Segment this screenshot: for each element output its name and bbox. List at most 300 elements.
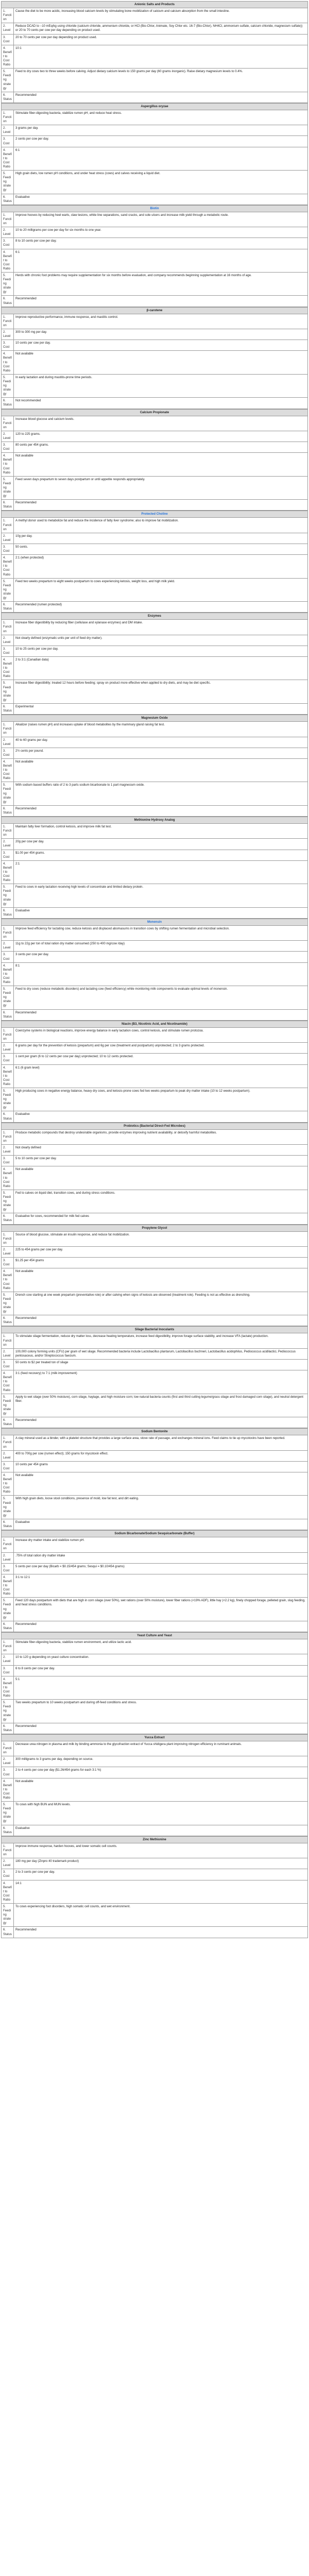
table-row	[2, 782, 308, 805]
table-row	[2, 925, 308, 940]
table-row	[2, 314, 308, 329]
row-label: 4. Benefit to Cost Ratio	[2, 453, 14, 476]
row-value: Recommended	[14, 1723, 308, 1734]
table-row	[2, 1370, 308, 1394]
row-label: 5. Feeding strategy	[2, 782, 14, 805]
row-label: 3. Cost	[2, 1563, 14, 1574]
section-title: Sodium Bicarbonate/Sodium Sesquicarbonate (Buffer)	[2, 1531, 308, 1537]
row-value: High grain diets, low rumen pH conditions, and under heat stress (cows) and calves receiving a liquid diet.	[14, 171, 308, 194]
section-header-row	[2, 1225, 308, 1231]
section-table-enzymes	[1, 613, 308, 715]
row-value: With high grain diets, loose stool conditions, presence of mold, low fat test, and dirt eating.	[14, 1496, 308, 1519]
row-value: 8:1	[14, 962, 308, 986]
table-row	[2, 1246, 308, 1257]
row-value: Feed two weeks prepartum to eight weeks postpartum to cows experiencing ketosis, weight loss, and high milk yield.	[14, 578, 308, 601]
table-row	[2, 416, 308, 431]
row-label: 4. Benefit to Cost Ratio	[2, 1370, 14, 1394]
table-row	[2, 1359, 308, 1370]
row-label: 3. Cost	[2, 1869, 14, 1880]
table-row	[2, 147, 308, 170]
table-row	[2, 340, 308, 351]
table-row	[2, 1654, 308, 1665]
row-value: 10 to 20 milligrams per cow per day for six months to one year.	[14, 227, 308, 238]
row-value: Evaluative	[14, 1825, 308, 1836]
section-title: Yeast Culture and Yeast	[2, 1633, 308, 1639]
row-value: 5:1	[14, 1676, 308, 1699]
row-value: $1.25 per 454 grams	[14, 1258, 308, 1268]
table-row	[2, 1552, 308, 1563]
row-label: 2. Level	[2, 1756, 14, 1767]
row-label: 5. Feeding strategy	[2, 1598, 14, 1621]
table-row	[2, 646, 308, 656]
table-row	[2, 69, 308, 92]
table-row	[2, 1156, 308, 1166]
table-row	[2, 703, 308, 714]
table-row	[2, 578, 308, 601]
row-value: 6 to 8 cents per cow per day.	[14, 1665, 308, 1676]
section-table-carotene	[1, 307, 308, 409]
row-label: 2. Level	[2, 533, 14, 544]
section-table-methionine-hydroxy-analog	[1, 817, 308, 919]
row-label: 2. Level	[2, 23, 14, 34]
row-label: 6. Status	[2, 602, 14, 613]
row-value: Feed 120 days postpartum with diets that are high in corn silage (over 50%), wet rations (over 50% moisture), lower fiber rations (<19% ADF), little hay (<2.2 kg), finely chopped forage, pelleted grain, slug feeding, and heat stress conditions.	[14, 1598, 308, 1621]
table-row	[2, 1088, 308, 1111]
row-value: Not clearly defined	[14, 1145, 308, 1156]
row-value: 2:1	[14, 860, 308, 884]
row-value: Recommended	[14, 805, 308, 816]
table-row	[2, 824, 308, 839]
table-row	[2, 171, 308, 194]
row-value: Improve feed efficiency for lactating cow, reduce ketosis and displaced abomasums in transition cows by shifting rumen fermentation and microbial selection.	[14, 925, 308, 940]
table-row	[2, 850, 308, 860]
row-label: 3. Cost	[2, 442, 14, 453]
section-header-row	[2, 1123, 308, 1129]
section-title: Silage Bacterial Inoculants	[2, 1327, 308, 1333]
row-label: 2. Level	[2, 737, 14, 748]
table-row	[2, 1519, 308, 1530]
table-row	[2, 748, 308, 758]
section-title: Aspergillus oryzae	[2, 103, 308, 110]
row-value: 11g to 22g per ton of total ration dry matter consumed (250 to 400 mg/cow /day)	[14, 941, 308, 952]
row-label: 2. Level	[2, 635, 14, 646]
table-row	[2, 1315, 308, 1326]
table-row	[2, 722, 308, 737]
row-label: 4. Benefit to Cost Ratio	[2, 351, 14, 374]
row-label: 2. Level	[2, 1450, 14, 1461]
row-label: 4. Benefit to Cost Ratio	[2, 1268, 14, 1292]
row-value: 20 to 70 cents per cow per day depending on product used.	[14, 34, 308, 45]
table-row	[2, 1756, 308, 1767]
table-row	[2, 136, 308, 147]
row-label: 2. Level	[2, 941, 14, 952]
row-value: Not available	[14, 758, 308, 782]
row-label: 3. Cost	[2, 1767, 14, 1778]
table-row	[2, 1348, 308, 1359]
row-label: 1. Function	[2, 212, 14, 227]
row-label: 5. Feeding strategy	[2, 680, 14, 703]
row-value: 50 cents.	[14, 544, 308, 554]
row-value: Evaluative	[14, 1519, 308, 1530]
row-label: 4. Benefit to Cost Ratio	[2, 555, 14, 578]
row-label: 3. Cost	[2, 1156, 14, 1166]
row-label: 6. Status	[2, 1417, 14, 1428]
table-row	[2, 1496, 308, 1519]
row-label: 1. Function	[2, 416, 14, 431]
table-row	[2, 1563, 308, 1574]
table-row	[2, 1537, 308, 1552]
row-label: 3. Cost	[2, 1359, 14, 1370]
table-row	[2, 374, 308, 397]
row-value: Cause the diet to be more acidic, increasing blood calcium levels by stimulating bone mobilization of calcium and calcium absorption from the small intestine.	[14, 8, 308, 23]
row-value: Evaluative	[14, 1111, 308, 1122]
row-label: 3. Cost	[2, 952, 14, 962]
section-table-monensin	[1, 919, 308, 1021]
row-label: 3. Cost	[2, 646, 14, 656]
row-label: 4. Benefit to Cost Ratio	[2, 147, 14, 170]
row-value: 3:1 to 12:1	[14, 1574, 308, 1597]
row-value: Not clearly defined (enzymatic units per unit of feed dry matter).	[14, 635, 308, 646]
row-label: 4. Benefit to Cost Ratio	[2, 1778, 14, 1801]
table-row	[2, 737, 308, 748]
section-table-anionic-salts-and-products	[1, 1, 308, 103]
row-value: Coenzyme systems in biological reactions, improve energy balance in early lactation cows, control ketosis, and stimulate rumen protozoa.	[14, 1027, 308, 1042]
row-value: Recommended	[14, 1417, 308, 1428]
table-row	[2, 272, 308, 295]
section-header-row	[2, 511, 308, 518]
table-row	[2, 1574, 308, 1597]
row-label: 2. Level	[2, 1552, 14, 1563]
row-value: .75% of total ration dry matter intake	[14, 1552, 308, 1563]
section-header-row	[2, 1021, 308, 1027]
row-value: Reduce DCAD to −10 mEq/kg using chloride (calcium chloride, ammonium chloride, or HCl (Bio-Chlor, Animate, Soy Chlor etc. 16-7 (Bio-Chlor), NH4Cl, ammonium sulfate, calcium chloride, magnesium sulfate)) or 20 to 70 cents per cow per day depending on product used.	[14, 23, 308, 34]
row-value: To cows with high BUN and MUN levels.	[14, 1802, 308, 1825]
row-value: In early lactation and during mastitis-prone time periods.	[14, 374, 308, 397]
row-value: A methyl donor used to metabolize fat and reduce the incidence of fatty liver syndrome; also to improve fat mobilization.	[14, 518, 308, 533]
table-row	[2, 45, 308, 68]
table-row	[2, 907, 308, 918]
section-table-zinc-methionine	[1, 1836, 308, 1938]
table-row	[2, 1880, 308, 1903]
table-row	[2, 941, 308, 952]
table-row	[2, 544, 308, 554]
row-label: 2. Level	[2, 227, 14, 238]
row-value: Source of blood glucose, stimulate an insulin response, and reduce fat mobilization.	[14, 1231, 308, 1246]
section-title: Sodium Bentonite	[2, 1429, 308, 1435]
table-row	[2, 1927, 308, 1938]
row-value: 3 grams per day.	[14, 125, 308, 136]
table-row	[2, 1129, 308, 1144]
table-row	[2, 1111, 308, 1122]
table-row	[2, 1394, 308, 1417]
table-row	[2, 1258, 308, 1268]
section-header-row	[2, 2, 308, 8]
row-label: 6. Status	[2, 1723, 14, 1734]
row-label: 2. Level	[2, 1043, 14, 1054]
table-row	[2, 1292, 308, 1315]
table-row	[2, 1700, 308, 1723]
row-label: 3. Cost	[2, 34, 14, 45]
row-label: 4. Benefit to Cost Ratio	[2, 657, 14, 680]
row-label: 1. Function	[2, 110, 14, 125]
section-table-biotin	[1, 205, 308, 307]
row-value: 8 to 10 cents per cow per day.	[14, 238, 308, 249]
table-row	[2, 34, 308, 45]
section-header-row	[2, 919, 308, 925]
row-label: 4. Benefit to Cost Ratio	[2, 860, 14, 884]
section-table-protected-choline	[1, 511, 308, 613]
table-row	[2, 860, 308, 884]
row-label: 3. Cost	[2, 340, 14, 351]
row-label: 6. Status	[2, 1519, 14, 1530]
row-label: 3. Cost	[2, 1258, 14, 1268]
table-row	[2, 1802, 308, 1825]
table-row	[2, 1231, 308, 1246]
table-row	[2, 1778, 308, 1801]
row-label: 5. Feeding strategy	[2, 1292, 14, 1315]
row-label: 1. Function	[2, 925, 14, 940]
row-label: 3. Cost	[2, 850, 14, 860]
section-title: Protected Choline	[2, 511, 308, 518]
table-row	[2, 398, 308, 409]
row-value: 14:1	[14, 1880, 308, 1903]
row-label: 5. Feeding strategy	[2, 374, 14, 397]
table-row	[2, 238, 308, 249]
section-title: Monensin	[2, 919, 308, 925]
row-label: 4. Benefit to Cost Ratio	[2, 1166, 14, 1190]
section-header-row	[2, 1327, 308, 1333]
row-value: 6:1 (6 gram level)	[14, 1064, 308, 1088]
table-row	[2, 1767, 308, 1778]
table-row	[2, 805, 308, 816]
table-row	[2, 453, 308, 476]
table-row	[2, 110, 308, 125]
table-row	[2, 249, 308, 272]
row-label: 1. Function	[2, 1231, 14, 1246]
row-value: 80 cents per 454 grams.	[14, 442, 308, 453]
section-table-propylene-glycol	[1, 1225, 308, 1327]
row-value: 2:1 (when protected)	[14, 555, 308, 578]
section-title: Methionine Hydroxy Analog	[2, 817, 308, 824]
table-row	[2, 1858, 308, 1869]
row-value: 400 to 700g per cow (rumen effect); 150 grams for mycotoxin effect.	[14, 1450, 308, 1461]
row-value: Recommended	[14, 1621, 308, 1632]
row-value: Recommended	[14, 92, 308, 103]
table-row	[2, 442, 308, 453]
table-row	[2, 1825, 308, 1836]
row-value: Not available	[14, 1268, 308, 1292]
row-label: 6. Status	[2, 398, 14, 409]
row-label: 5. Feeding strategy	[2, 1700, 14, 1723]
table-row	[2, 476, 308, 499]
section-title: Anionic Salts and Products	[2, 2, 308, 8]
row-value: High producing cows in negative energy balance, heavy dry cows, and ketosis-prone cows fed two weeks prepartum to peak dry matter intake (10 to 12 weeks postpartum).	[14, 1088, 308, 1111]
row-value: To stimulate silage fermentation, reduce dry matter loss, decrease heating temperature, increase feed digestibility, improve forage surface stability, and increase VFA (lactate) production.	[14, 1333, 308, 1348]
section-title: Niacin (B3, Nicotinic Acid, and Nicotinamide)	[2, 1021, 308, 1027]
row-label: 5. Feeding strategy	[2, 171, 14, 194]
section-table-yucca-extract	[1, 1734, 308, 1836]
section-table-calcium-propionate	[1, 409, 308, 511]
table-row	[2, 657, 308, 680]
table-row	[2, 1333, 308, 1348]
row-value: 6 grams per day for the prevention of ketosis (prepartum) and 6g per cow (treatment and postpartum) unprotected; 2 to 3 grams protected.	[14, 1043, 308, 1054]
table-row	[2, 758, 308, 782]
row-label: 6. Status	[2, 1213, 14, 1224]
section-title: Magnesium Oxide	[2, 715, 308, 722]
section-header-row	[2, 307, 308, 314]
row-label: 3. Cost	[2, 136, 14, 147]
section-header-row	[2, 205, 308, 212]
row-label: 4. Benefit to Cost Ratio	[2, 249, 14, 272]
table-row	[2, 351, 308, 374]
row-label: 3. Cost	[2, 544, 14, 554]
row-value: 1 cent per gram (6 to 12 cents per cow per day) unprotected; 10 to 12 cents protected.	[14, 1054, 308, 1064]
table-row	[2, 125, 308, 136]
row-value: 10 cents per 454 grams	[14, 1461, 308, 1472]
row-label: 5. Feeding strategy	[2, 1190, 14, 1213]
row-value: 6:1	[14, 147, 308, 170]
row-label: 5. Feeding strategy	[2, 1496, 14, 1519]
section-header-row	[2, 613, 308, 620]
row-label: 4. Benefit to Cost Ratio	[2, 45, 14, 68]
row-label: 5. Feeding strategy	[2, 884, 14, 907]
row-label: 6. Status	[2, 296, 14, 307]
table-row	[2, 1639, 308, 1654]
table-row	[2, 1903, 308, 1926]
row-label: 4. Benefit to Cost Ratio	[2, 1676, 14, 1699]
row-value: Feed to dry cows two to three weeks before calving. Adjust dietary calcium levels to 150 grams per day (60 grams inorganic). Raise dietary magnesium levels to 0.4%.	[14, 69, 308, 92]
row-label: 4. Benefit to Cost Ratio	[2, 758, 14, 782]
row-label: 1. Function	[2, 620, 14, 635]
row-label: 3. Cost	[2, 748, 14, 758]
table-row	[2, 839, 308, 850]
section-table-sodium-bentonite	[1, 1428, 308, 1530]
row-label: 2. Level	[2, 1348, 14, 1359]
table-row	[2, 1213, 308, 1224]
row-label: 2. Level	[2, 1145, 14, 1156]
row-value: 2 cents per cow per day.	[14, 136, 308, 147]
row-value: 300 milligrams to 3 grams per day, depending on source.	[14, 1756, 308, 1767]
row-label: 5. Feeding strategy	[2, 1394, 14, 1417]
table-row	[2, 635, 308, 646]
row-value: Feed to cows in early lactation receiving high levels of concentrate and limited dietary protein.	[14, 884, 308, 907]
section-title: Biotin	[2, 205, 308, 212]
row-label: 1. Function	[2, 1741, 14, 1756]
table-row	[2, 1723, 308, 1734]
section-header-row	[2, 1836, 308, 1843]
table-row	[2, 620, 308, 635]
row-label: 2. Level	[2, 125, 14, 136]
row-label: 6. Status	[2, 703, 14, 714]
row-label: 5. Feeding strategy	[2, 1903, 14, 1926]
row-value: Recommended	[14, 500, 308, 511]
table-row	[2, 296, 308, 307]
row-label: 6. Status	[2, 1111, 14, 1122]
table-row	[2, 1472, 308, 1496]
row-label: 5. Feeding strategy	[2, 476, 14, 499]
section-title: Yucca Extract	[2, 1734, 308, 1741]
table-row	[2, 500, 308, 511]
section-header-row	[2, 817, 308, 824]
row-value: Increase blood glucose and calcium levels.	[14, 416, 308, 431]
row-label: 2. Level	[2, 329, 14, 340]
row-label: 1. Function	[2, 1129, 14, 1144]
row-label: 4. Benefit to Cost Ratio	[2, 962, 14, 986]
row-label: 3. Cost	[2, 1461, 14, 1472]
row-value: 100,000 colony forming units (CFU) per gram of wet silage. Recommended bacteria include Lactobacillus plantarum, Lactobacillus buchneri, Lactobacillus acidophilus, Pediococcus acidilactici, Pediococcus pentosaceus, and/or Streptococcus faecium.	[14, 1348, 308, 1359]
row-value: Stimulate fiber-digesting bacteria, stabilize rumen environment, and utilize lactic acid.	[14, 1639, 308, 1654]
row-value: Not available	[14, 453, 308, 476]
row-label: 1. Function	[2, 722, 14, 737]
section-table-aspergillus-oryzae	[1, 103, 308, 205]
row-label: 5. Feeding strategy	[2, 272, 14, 295]
row-value: Experimental	[14, 703, 308, 714]
row-label: 1. Function	[2, 314, 14, 329]
table-row	[2, 1268, 308, 1292]
row-value: Maintain fatty liver formation, control ketosis, and improve milk fat test.	[14, 824, 308, 839]
row-label: 2. Level	[2, 1858, 14, 1869]
row-label: 6. Status	[2, 907, 14, 918]
table-row	[2, 1621, 308, 1632]
table-row	[2, 1598, 308, 1621]
row-value: 6:1	[14, 249, 308, 272]
table-row	[2, 1145, 308, 1156]
row-value: Recommended	[14, 1315, 308, 1326]
table-row	[2, 952, 308, 962]
row-value: A clay mineral used as a binder, with a platelet structure that provides a large surface area, stove rate of passage, and exchanges mineral ions. Feed claims to tie up mycotoxins have been reported.	[14, 1435, 308, 1450]
section-header-row	[2, 409, 308, 416]
row-label: 1. Function	[2, 1027, 14, 1042]
row-value: Improve immune response, harden hooves, and lower somatic cell counts.	[14, 1843, 308, 1858]
section-title: β-carotene	[2, 307, 308, 314]
table-row	[2, 533, 308, 544]
row-value: Not available	[14, 1472, 308, 1496]
row-label: 6. Status	[2, 92, 14, 103]
table-row	[2, 1435, 308, 1450]
section-table-probiotics-bacterial-direct-fed-microbes	[1, 1123, 308, 1225]
row-value: Feed to dry cows (reduce metabolic disorders) and lactating cow (feed efficiency) while monitoring milk components to evaluate optimal levels of monensin.	[14, 986, 308, 1009]
row-value: Decrease urea nitrogen in plasma and milk by binding ammonia to the glycofraction extract of Yucca shidigera plant improving nitrogen efficiency in ruminant animals.	[14, 1741, 308, 1756]
row-value: Not available	[14, 351, 308, 374]
row-value: Recommended	[14, 1927, 308, 1938]
table-row	[2, 8, 308, 23]
row-label: 5. Feeding strategy	[2, 1802, 14, 1825]
row-label: 3. Cost	[2, 238, 14, 249]
row-value: Herds with chronic foot problems may require supplementation for six months before evaluation, and company recommends beginning supplementation at 16 months of age.	[14, 272, 308, 295]
section-header-row	[2, 715, 308, 722]
row-label: 1. Function	[2, 8, 14, 23]
table-row	[2, 1009, 308, 1020]
row-label: 1. Function	[2, 1435, 14, 1450]
row-value: Not recommended	[14, 398, 308, 409]
row-value: Recommended	[14, 296, 308, 307]
row-label: 6. Status	[2, 500, 14, 511]
table-row	[2, 212, 308, 227]
table-row	[2, 680, 308, 703]
section-header-row	[2, 1734, 308, 1741]
table-row	[2, 23, 308, 34]
table-row	[2, 1064, 308, 1088]
row-label: 5. Feeding strategy	[2, 986, 14, 1009]
row-value: 10:1	[14, 45, 308, 68]
row-label: 5. Feeding strategy	[2, 1088, 14, 1111]
row-value: Alkalizer (raises rumen pH) and increases uptake of blood metabolites by the mammary gland raising fat test.	[14, 722, 308, 737]
table-row	[2, 431, 308, 442]
row-value: 2½ cents per pound.	[14, 748, 308, 758]
table-row	[2, 1417, 308, 1428]
row-label: 1. Function	[2, 1843, 14, 1858]
table-row	[2, 329, 308, 340]
